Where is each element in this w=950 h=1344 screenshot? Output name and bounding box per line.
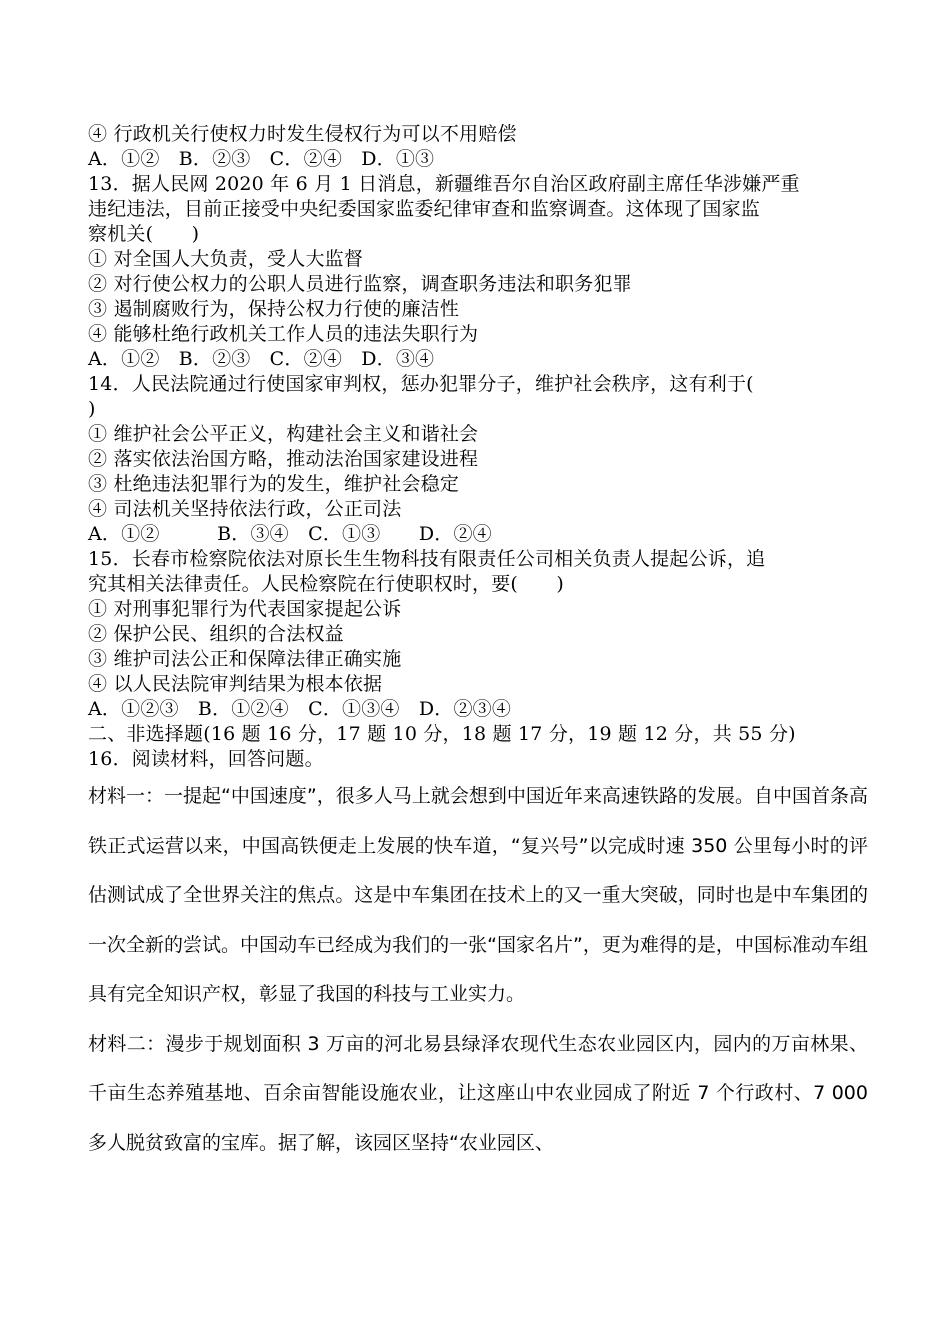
q15-stem-line-2: 究其相关法律责任。人民检察院在行使职权时，要( ) (88, 573, 565, 595)
q15-option-3: ③ 维护司法公正和保障法律正确实施 (88, 648, 402, 670)
q14-stem-line-2: ) (88, 398, 96, 420)
q13-stem-line-2: 违纪违法，目前正接受中央纪委国家监委纪律审查和监察调查。这体现了国家监 (88, 198, 761, 220)
q12-option-4: ④ 行政机关行使权力时发生侵权行为可以不用赔偿 (88, 123, 517, 145)
material-2-paragraph: 材料二：漫步于规划面积 3 万亩的河北易县绿泽农现代生态农业园区内，园内的万亩林果、千亩生态养殖基地、百余亩智能设施农业，让这座山中农业园成了附近 7 个行政村、7 000 多人脱贫致富的宝库。据了解，该园区坚持“农业园区、 (88, 1032, 868, 1154)
section-2-heading: 二、非选择题(16 题 16 分，17 题 10 分，18 题 17 分，19 题 12 分，共 55 分) (88, 723, 796, 745)
q15-answer-choices: A．①②③ B．①②④ C．①③④ D．②③④ (88, 698, 512, 720)
q13-option-3: ③ 遏制腐败行为，保持公权力行使的廉洁性 (88, 298, 460, 320)
q14-option-4: ④ 司法机关坚持依法行政，公正司法 (88, 498, 402, 520)
q14-stem-line-1: 14．人民法院通过行使国家审判权，惩办犯罪分子，维护社会秩序，这有利于( (88, 373, 754, 395)
q13-stem-line-1: 13．据人民网 2020 年 6 月 1 日消息，新疆维吾尔自治区政府副主席任华涉嫌严重 (88, 173, 800, 195)
q15-stem-line-1: 15．长春市检察院依法对原长生生物科技有限责任公司相关负责人提起公诉，追 (88, 548, 766, 570)
q12-answer-choices: A．①② B．②③ C．②④ D．①③ (88, 148, 435, 170)
q15-option-2: ② 保护公民、组织的合法权益 (88, 623, 344, 645)
q13-answer-choices: A．①② B．②③ C．②④ D．③④ (88, 348, 435, 370)
q13-option-2: ② 对行使公权力的公职人员进行监察，调查职务违法和职务犯罪 (88, 273, 632, 295)
q16-stem: 16．阅读材料，回答问题。 (88, 748, 324, 770)
reading-materials (88, 772, 868, 1168)
q13-option-1: ① 对全国人大负责，受人大监督 (88, 248, 364, 270)
q14-option-3: ③ 杜绝违法犯罪行为的发生，维护社会稳定 (88, 473, 460, 495)
document-page (88, 122, 868, 1168)
q13-stem-line-3: 察机关( ) (88, 223, 200, 245)
multiple-choice-section (88, 122, 868, 772)
q14-answer-choices: A．①② B．③④ C．①③ D．②④ (88, 523, 492, 545)
q15-option-4: ④ 以人民法院审判结果为根本依据 (88, 673, 383, 695)
q14-option-1: ① 维护社会公平正义，构建社会主义和谐社会 (88, 423, 479, 445)
question-13 (88, 172, 868, 372)
material-1-paragraph: 材料一：一提起“中国速度”，很多人马上就会想到中国近年来高速铁路的发展。自中国首条高铁正式运营以来，中国高铁便走上发展的快车道，“复兴号”以完成时速 350 公里每小时的评估测试成了全世界关注的焦点。这是中车集团在技术上的又一重大突破，同时也是中车集团的一次全新的尝试。中国动车已经成为我们的一张“国家名片”，更为难得的是，中国标准动车组具有完全知识产权，彰显了我国的科技与工业实力。 (88, 785, 868, 1005)
question-14 (88, 372, 868, 547)
question-15 (88, 547, 868, 722)
q13-option-4: ④ 能够杜绝行政机关工作人员的违法失职行为 (88, 323, 479, 345)
q14-option-2: ② 落实依法治国方略，推动法治国家建设进程 (88, 448, 479, 470)
q15-option-1: ① 对刑事犯罪行为代表国家提起公诉 (88, 598, 402, 620)
